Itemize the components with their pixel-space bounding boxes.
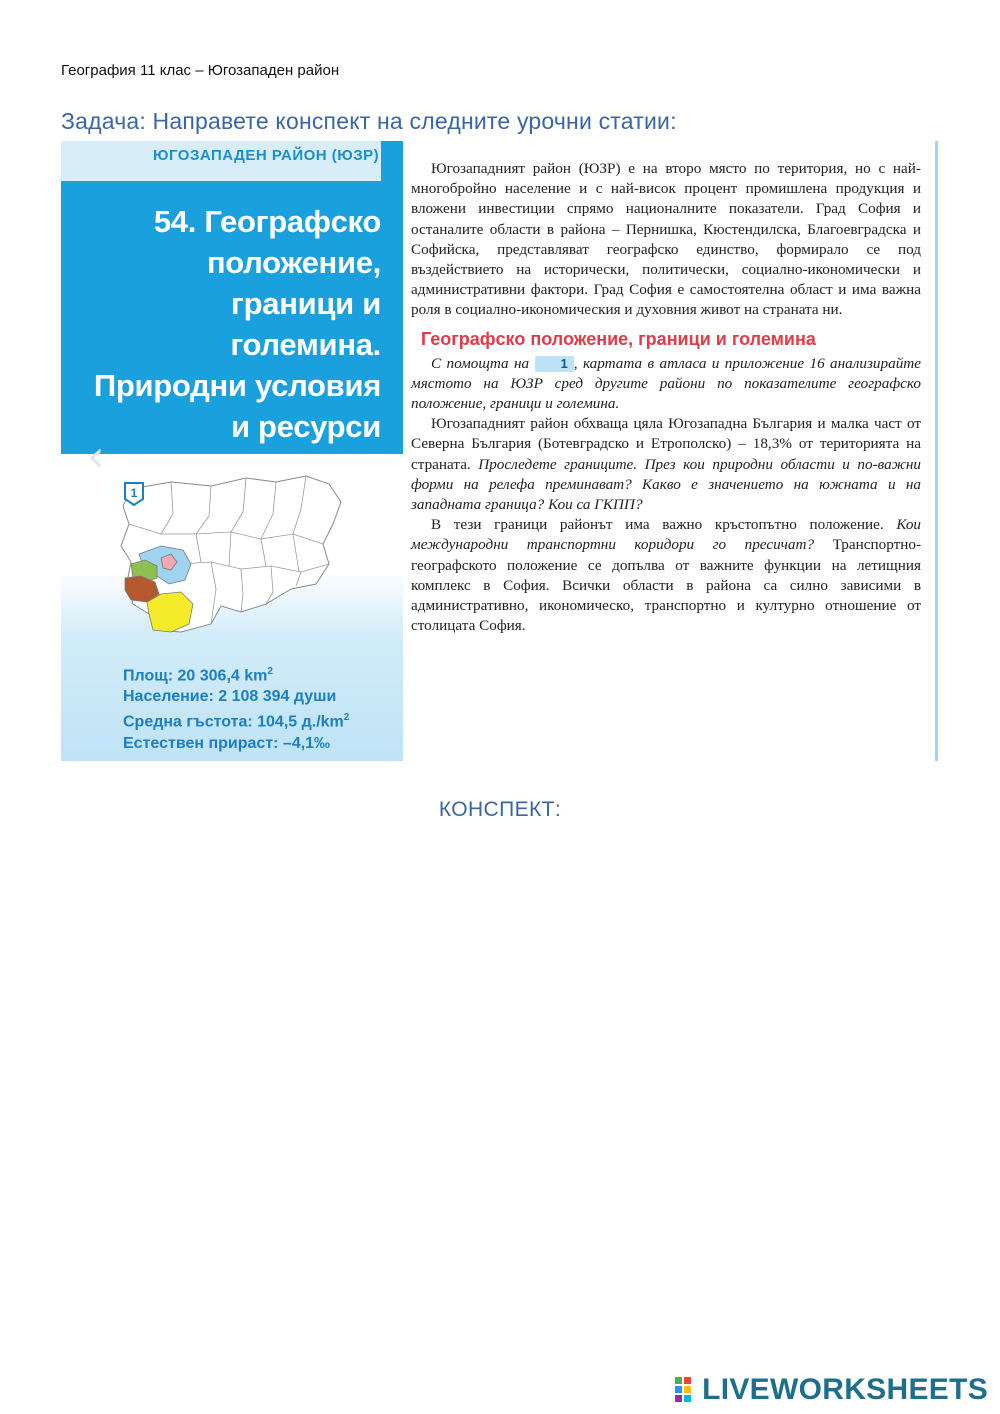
- paragraph-transport: В тези граници районът има важно кръстопътно положение. Кои международни транспортни коридори го пресичат? Транспортно-географското положение се допълва от важните функции на летищния комплекс в София. Всички области в района са силно зависими в административно, икономическо, транспортно и културно отношение от столицата София.: [411, 516, 922, 635]
- lesson-title: [81, 201, 381, 447]
- textbook-scan: [61, 141, 938, 761]
- lesson-title-panel: [61, 141, 403, 761]
- region-stats: [123, 661, 349, 754]
- figure-reference: 1: [535, 356, 574, 372]
- liveworksheets-logo-icon: [674, 1376, 700, 1404]
- lesson-title-line: и ресурси: [230, 409, 381, 444]
- subject-line: География 11 клас – Югозападен район: [61, 62, 340, 79]
- section-label: ЮГОЗАПАДЕН РАЙОН (ЮЗР): [153, 147, 380, 164]
- lesson-title-line: граници и: [231, 286, 381, 321]
- paragraph-borders: Югозападният район обхваща цяла Югозападна България и малка част от Северна България (Ботевградско и Етрополско) – 18,3% от територията на страната. Проследете границите. През кои природни области и по-важни форми на релефа преминават? Какво е значението на южната и на западната граница? Кои са ГКПП?: [411, 415, 921, 514]
- stat-population: Население: 2 108 394 души: [123, 688, 337, 706]
- bulgaria-region-map: [61, 454, 403, 639]
- lesson-title-line: 54. Географско: [153, 204, 381, 239]
- map-number-badge: [123, 481, 145, 507]
- paragraph-intro: Югозападният район (ЮЗР) е на второ място по територия, но с най-многобройно население и с най-висок процент промишлена продукция и вложени инвестиции спрямо националните показатели. Град София и останалите области в района – Пернишка, Кюстендилска, Благоевградска и Софийска, представляват географско единство, формирало се под въздействието на исторически, политически, социално-икономически и административни фактори. Град София е самостоятелна област и има важна роля в социално-икономическия и духовния живот на страната ни.: [411, 160, 921, 319]
- konspekt-heading: КОНСПЕКТ:: [438, 798, 562, 821]
- lesson-title-line: големина.: [230, 327, 381, 362]
- page-edge: [935, 141, 938, 761]
- liveworksheets-logo-text: LIVEWORKSHEETS: [702, 1373, 988, 1406]
- lesson-text: [411, 159, 921, 636]
- stat-growth: Естествен прираст: –4,1‰: [123, 734, 331, 752]
- stat-area: Площ: 20 306,4 $km^2$: [123, 666, 273, 685]
- stat-density: Средна гъстота: 104,5 $д./km^2$: [123, 712, 350, 731]
- lesson-text-panel: [403, 141, 938, 761]
- subheading: Географско положение, граници и големина: [421, 328, 816, 349]
- map-badge-number: 1: [130, 486, 138, 500]
- task-heading: Задача: Направете конспект на следните урочни статии:: [61, 108, 677, 134]
- chevron-left-icon[interactable]: ‹: [87, 431, 105, 482]
- lesson-title-line: Природни условия: [93, 368, 381, 403]
- liveworksheets-logo[interactable]: [674, 1372, 988, 1408]
- lesson-title-line: положение,: [206, 245, 381, 280]
- paragraph-task-analysis: С помощта на 1 , картата в атласа и приложение 16 анализирайте мястото на ЮЗР сред другите райони по показателите географско положение, граници и големина.: [411, 354, 922, 413]
